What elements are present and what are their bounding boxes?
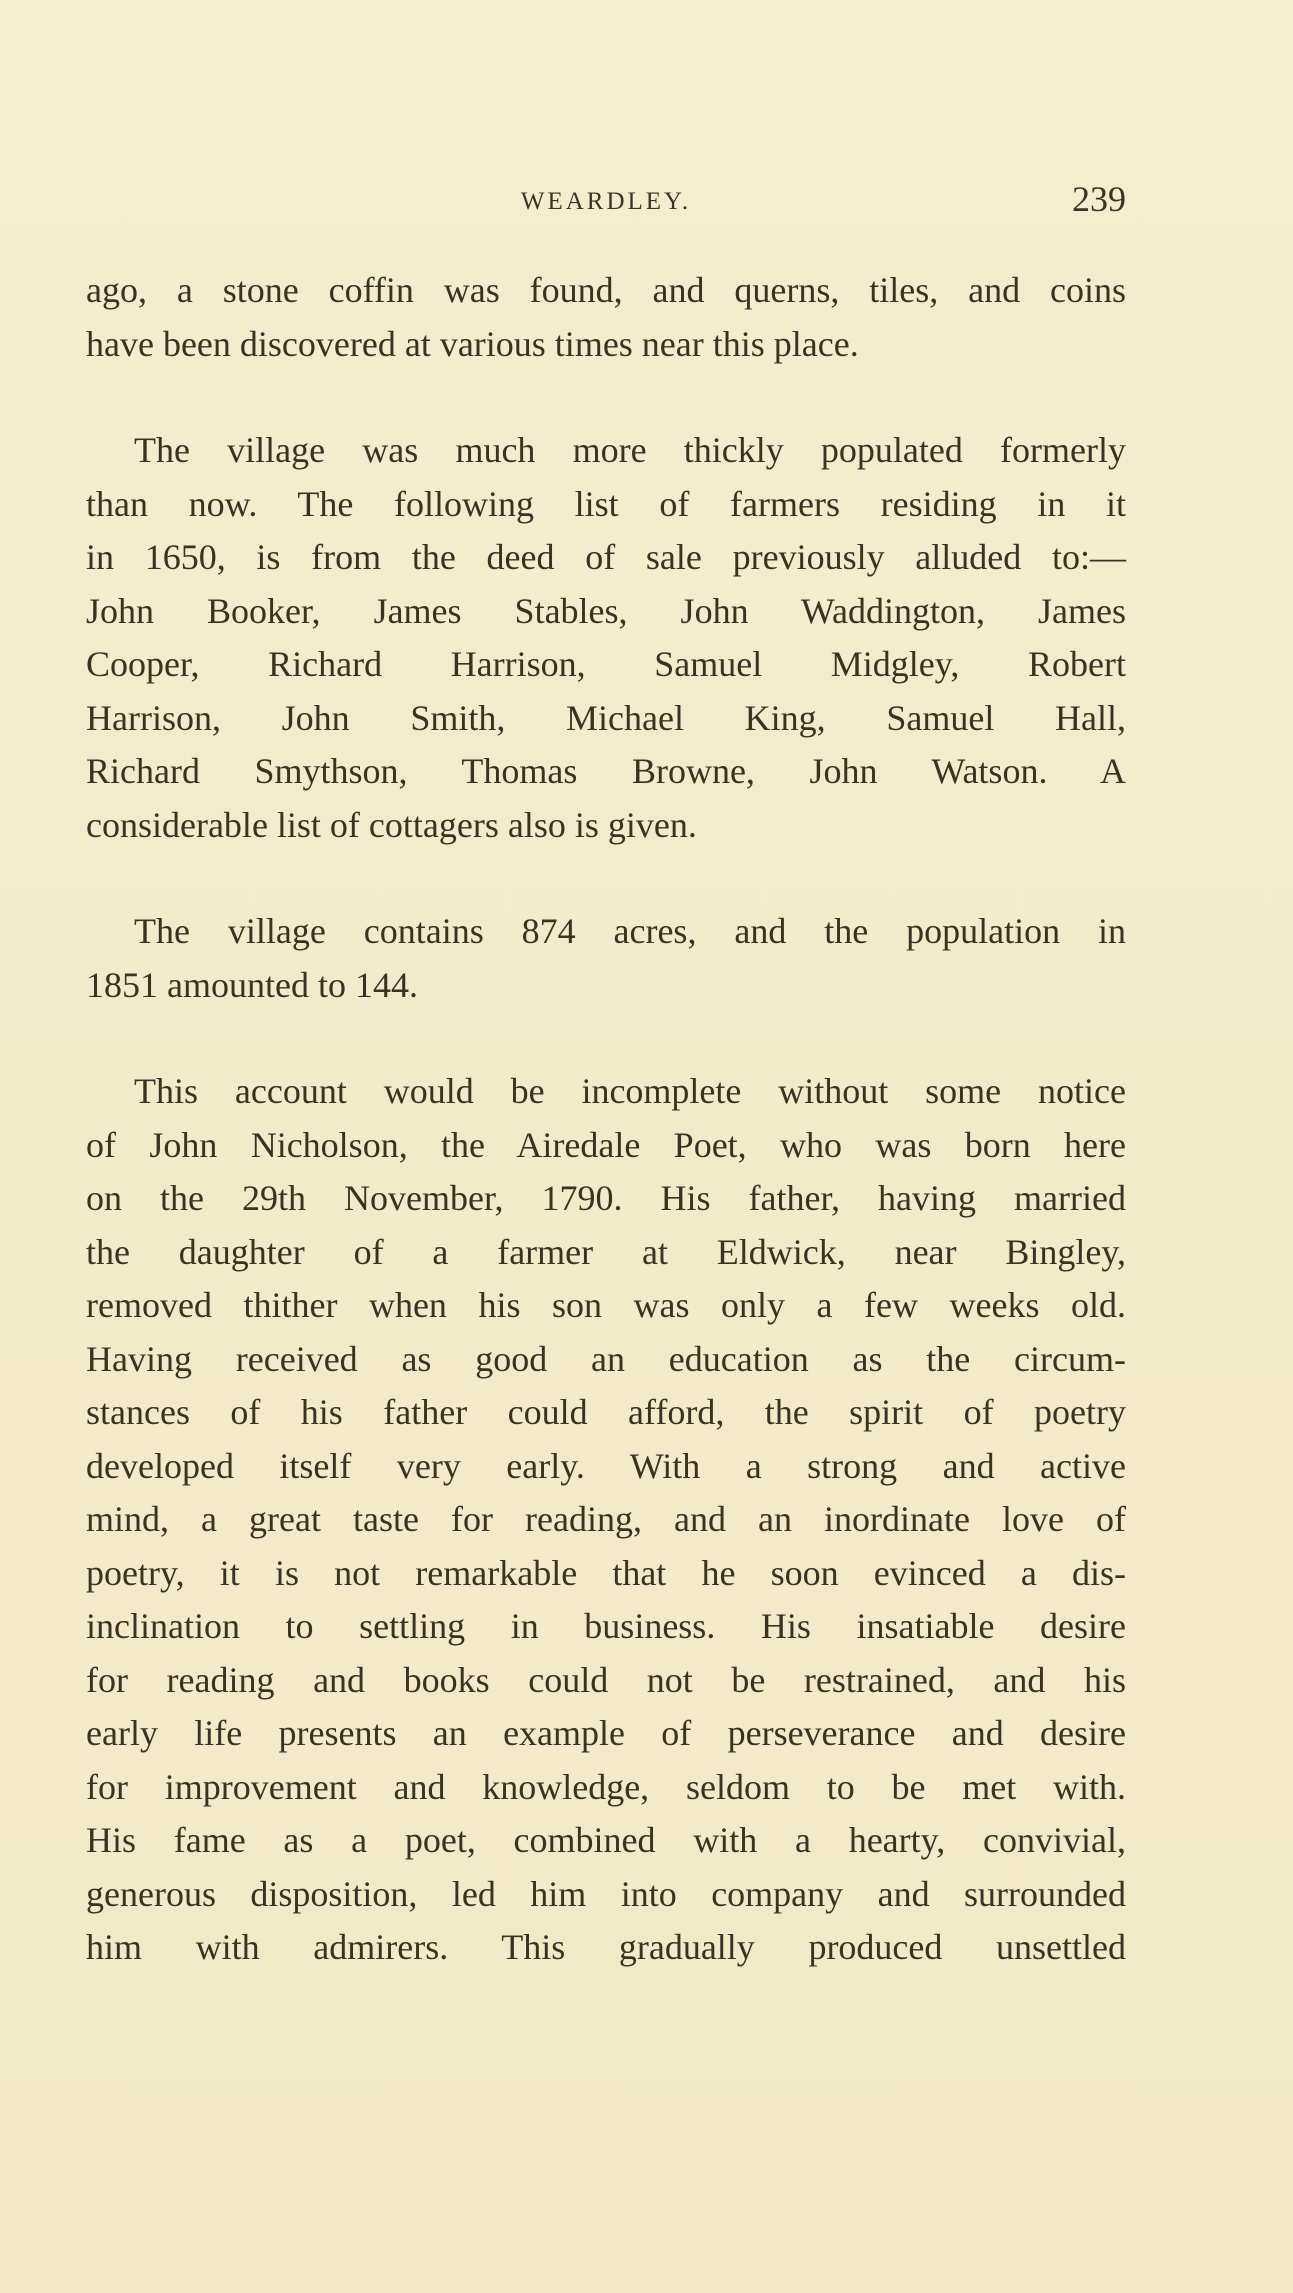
text-line: His fame as a poet, combined with a hearty, convivial,: [86, 1820, 1126, 1860]
text-line: developed itself very early. With a strong and active: [86, 1445, 1126, 1486]
text-line: in 1650, is from the deed of sale previously alluded to:—: [86, 537, 1126, 577]
text-line: ago, a stone coffin was found, and querns, tiles, and coins: [86, 270, 1126, 310]
paragraph: [86, 905, 1126, 1012]
running-title: WEARDLEY.: [520, 188, 692, 215]
text-line: poetry, it is not remarkable that he soon evinced a dis-: [86, 1552, 1126, 1593]
text-line: Having received as good an education as the circum-: [86, 1338, 1126, 1379]
running-head: [86, 178, 1126, 224]
paragraph: [86, 1065, 1126, 1975]
text-line: Harrison, John Smith, Michael King, Samuel Hall,: [86, 697, 1126, 738]
text-line: This account would be incomplete without some notice: [134, 1071, 1126, 1111]
paragraph: [86, 264, 1126, 371]
text-line: have been discovered at various times near this place.: [86, 323, 859, 364]
paragraph: [86, 424, 1126, 852]
text-line: The village was much more thickly populated formerly: [134, 430, 1126, 470]
text-line: him with admirers. This gradually produced unsettled: [86, 1927, 1126, 1967]
body-text: [86, 264, 1126, 2028]
text-line: stances of his father could afford, the spirit of poetry: [86, 1392, 1126, 1432]
text-line: The village contains 874 acres, and the population in: [134, 911, 1126, 951]
text-line: on the 29th November, 1790. His father, having married: [86, 1178, 1126, 1218]
text-line: the daughter of a farmer at Eldwick, near Bingley,: [86, 1231, 1126, 1272]
text-line: than now. The following list of farmers residing in it: [86, 483, 1126, 524]
text-line: Cooper, Richard Harrison, Samuel Midgley, Robert: [86, 644, 1126, 684]
text-line: for reading and books could not be restrained, and his: [86, 1659, 1126, 1700]
text-line: generous disposition, led him into company and surrounded: [86, 1873, 1126, 1914]
text-line: John Booker, James Stables, John Waddington, James: [86, 590, 1126, 631]
text-line: for improvement and knowledge, seldom to be met with.: [86, 1766, 1126, 1807]
text-line: early life presents an example of perseverance and desire: [86, 1713, 1126, 1753]
text-line: Richard Smythson, Thomas Browne, John Watson. A: [86, 751, 1126, 791]
text-line: of John Nicholson, the Airedale Poet, who was born here: [86, 1124, 1126, 1165]
text-line: 1851 amounted to 144.: [86, 964, 418, 1005]
page-number: 239: [1072, 179, 1126, 219]
text-line: considerable list of cottagers also is given.: [86, 804, 697, 845]
text-line: mind, a great taste for reading, and an inordinate love of: [86, 1499, 1126, 1539]
text-line: inclination to settling in business. His insatiable desire: [86, 1606, 1126, 1646]
text-line: removed thither when his son was only a few weeks old.: [86, 1285, 1126, 1325]
